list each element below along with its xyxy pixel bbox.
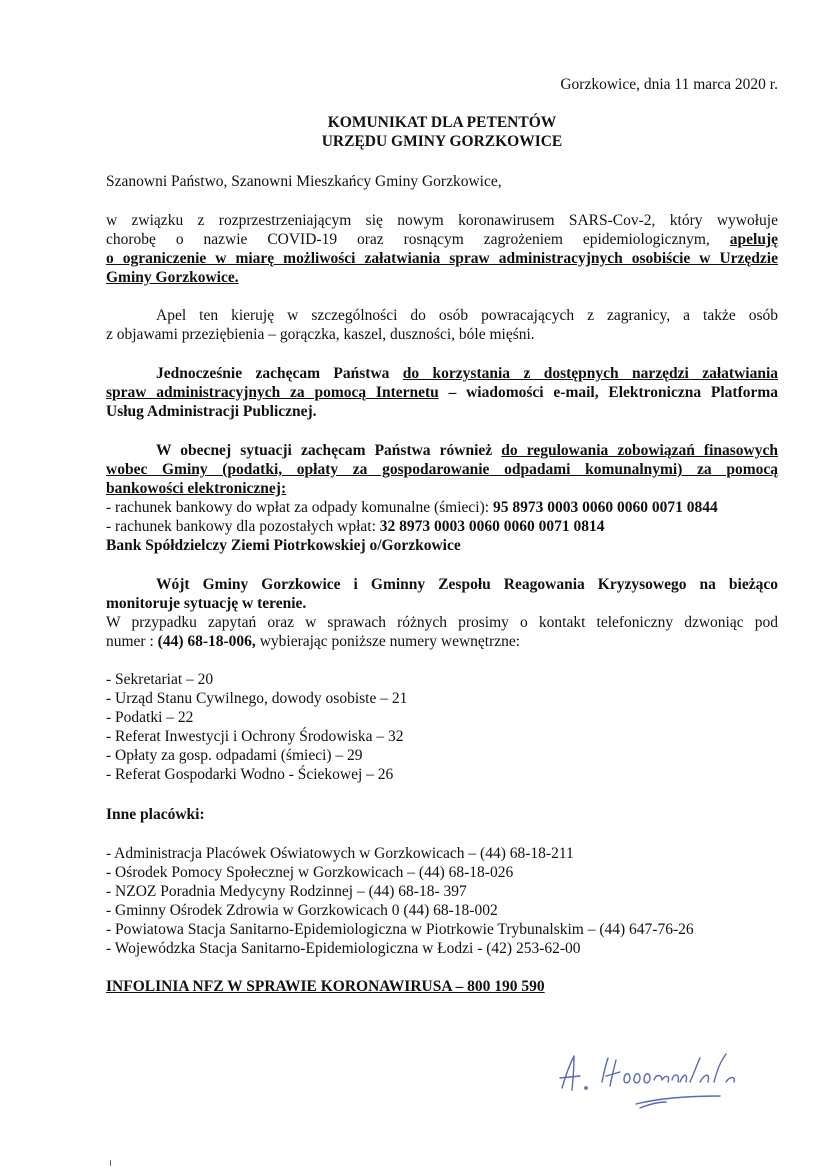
para4-emph-1: do regulowania zobowiązań finasowych — [501, 442, 778, 459]
bank-account-waste — [106, 499, 718, 518]
para4-line3: bankowości elektronicznej: — [106, 480, 287, 497]
nfz-hotline: INFOLINIA NFZ W SPRAWIE KORONAWIRUSA – 800 190 590 — [106, 978, 545, 995]
para2-line1: Apel ten kieruję w szczególności do osób powracających z zagranicy, a także osób — [156, 307, 778, 324]
para3-lead: Jednocześnie zachęcam Państwa — [156, 365, 390, 382]
bank-account-other — [106, 518, 605, 537]
extension-item: - Urząd Stanu Cywilnego, dowody osobiste – 21 — [106, 690, 408, 707]
para3-emph-1: do korzystania z dostępnych narzędzi załatwiania — [402, 365, 779, 382]
other-place-item: - Wojewódzka Stacja Sanitarno-Epidemiologiczna w Łodzi - (42) 253-62-00 — [106, 940, 581, 957]
other-place-item: - Administracja Placówek Oświatowych w Gorzkowicach – (44) 68-18-211 — [106, 845, 574, 862]
title-line-2: URZĘDU GMINY GORZKOWICE — [321, 133, 563, 150]
greeting: Szanowni Państwo, Szanowni Mieszkańcy Gminy Gorzkowice, — [106, 173, 502, 190]
para5-line1: Wójt Gminy Gorzkowice i Gminny Zespołu Reagowania Kryzysowego na bieżąco — [156, 576, 778, 593]
para4-line2: wobec Gminy (podatki, opłaty za gospodarowanie odpadami komunalnymi) za pomocą — [106, 461, 778, 478]
other-place-item: - Ośrodek Pomocy Społecznej w Gorzkowicach – (44) 68-18-026 — [106, 864, 514, 881]
para3-line2 — [106, 384, 778, 403]
extension-item: - Referat Inwestycji i Ochrony Środowiska – 32 — [106, 728, 404, 745]
date-line: Gorzkowice, dnia 11 marca 2020 r. — [560, 76, 778, 93]
para3-line2-text: – wiadomości e-mail, Elektroniczna Platforma — [448, 384, 779, 401]
para5-line2: monitoruje sytuację w terenie. — [106, 595, 307, 612]
para1-line2 — [106, 231, 778, 250]
para5-line4 — [106, 633, 520, 652]
para5-line3: W przypadku zapytań oraz w sprawach różnych prosimy o kontakt telefoniczny dzwoniąc pod — [106, 614, 778, 631]
phone-suffix: wybierając poniższe numery wewnętrzne: — [255, 633, 521, 650]
para4-lead: W obecnej sytuacji zachęcam Państwa również — [156, 442, 493, 459]
para1-appeal: apeluję — [729, 231, 779, 248]
bank-account-waste-label: - rachunek bankowy do wpłat za odpady komunalne (śmieci): — [106, 499, 493, 516]
para1-line3: o ograniczenie w miarę możliwości załatwiania spraw administracyjnych osobiście w Urzędzie — [106, 250, 778, 267]
bank-account-waste-number: 95 8973 0003 0060 0060 0071 0844 — [492, 499, 718, 516]
bank-name: Bank Spółdzielczy Ziemi Piotrkowskiej o/Gorzkowice — [106, 537, 461, 554]
para3-emph-2: spraw administracyjnych za pomocą Internetu — [106, 384, 439, 401]
para4-line1 — [156, 442, 778, 461]
para3-line1 — [156, 365, 778, 384]
para1-line1: w związku z rozprzestrzeniającym się nowym koronawirusem SARS-Cov-2, który wywołuje — [106, 212, 778, 229]
handwritten-signature — [540, 1046, 790, 1116]
phone-prefix: numer : — [106, 633, 158, 650]
bank-account-other-label: - rachunek bankowy dla pozostałych wpłat: — [106, 518, 380, 535]
signature-strokes — [560, 1054, 734, 1108]
scan-mark — [110, 1160, 115, 1166]
para1-line2-text: chorobę o nazwie COVID-19 oraz rosnącym zagrożeniem epidemiologicznym, — [106, 231, 710, 248]
extension-item: - Podatki – 22 — [106, 709, 194, 726]
extension-item: - Opłaty za gosp. odpadami (śmieci) – 29 — [106, 747, 363, 764]
para1-line4: Gminy Gorzkowice. — [106, 269, 239, 286]
other-place-item: - NZOZ Poradnia Medycyny Rodzinnej – (44) 68-18- 397 — [106, 883, 467, 900]
main-phone: (44) 68-18-006, — [157, 633, 256, 650]
other-place-item: - Powiatowa Stacja Sanitarno-Epidemiologiczna w Piotrkowie Trybunalskim – (44) 647-76-26 — [106, 921, 694, 938]
bank-account-other-number: 32 8973 0003 0060 0060 0071 0814 — [379, 518, 605, 535]
other-place-item: - Gminny Ośrodek Zdrowia w Gorzkowicach 0 (44) 68-18-002 — [106, 902, 498, 919]
extension-item: - Sekretariat – 20 — [106, 671, 214, 688]
title-line-1: KOMUNIKAT DLA PETENTÓW — [327, 114, 557, 131]
extension-item: - Referat Gospodarki Wodno - Ściekowej – 26 — [106, 766, 394, 783]
para2-line2: z objawami przeziębienia – gorączka, kaszel, duszności, bóle mięśni. — [106, 326, 535, 343]
para3-line3: Usług Administracji Publicznej. — [106, 403, 317, 420]
other-places-heading: Inne placówki: — [106, 806, 205, 823]
